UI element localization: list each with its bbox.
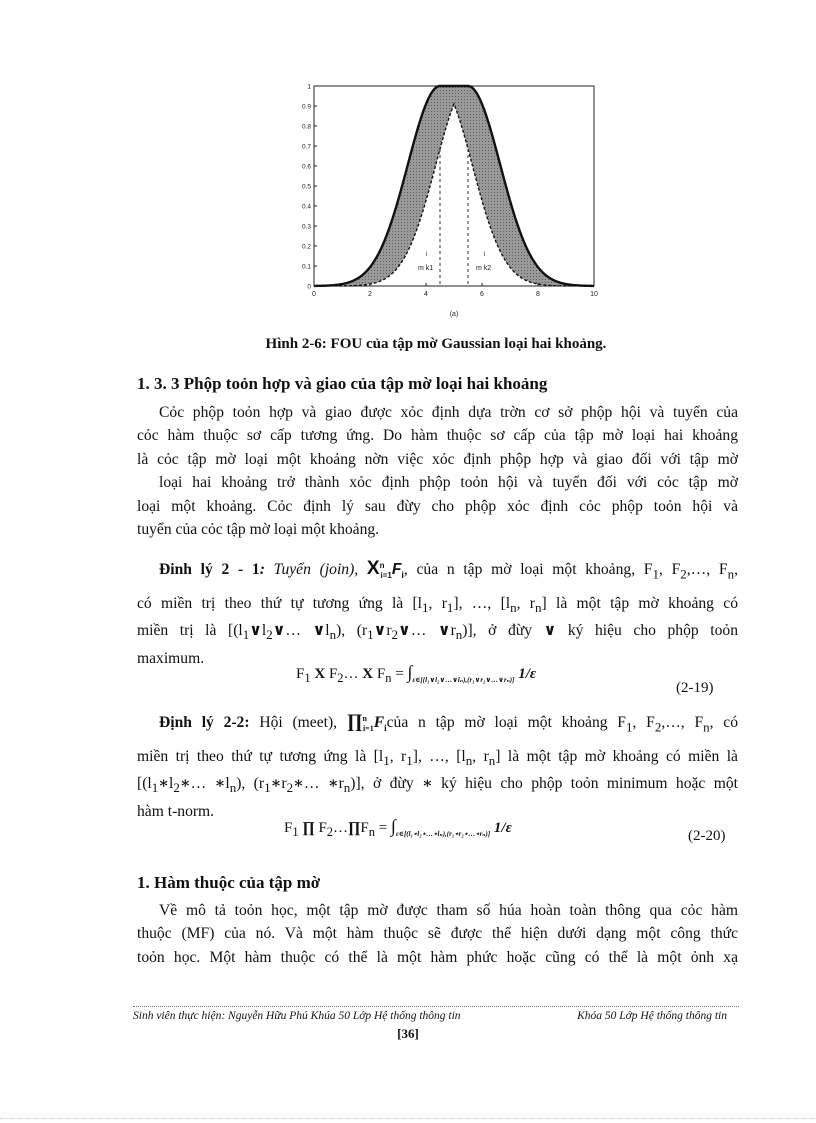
y-tick-label: 0: [307, 283, 311, 291]
para-line: Về mô tả toỏn học, một tập mờ được tham số húa hoàn toàn thông qua cỏc hàm: [159, 902, 738, 919]
x-tick-label: 8: [536, 291, 540, 298]
para-line: cỏc hàm thuộc sơ cấp tương ứng. Do hàm thuộc sơ cấp của tập mờ loại hai khoảng: [137, 427, 738, 445]
formula-2-20: $F_1$ ∏ $F_2\dots\prod F_n = \int_{\varepsilon\in[(l_1⋆l_2⋆\dots⋆l_n),(r_1⋆r_2⋆\dots⋆r_n)]}$ 1/ε: [284, 816, 512, 839]
x-tick-label: 10: [590, 291, 598, 298]
theorem-1-line-4: maximum.: [137, 649, 205, 667]
y-tick-label: 0.7: [301, 143, 311, 151]
para-line: là cỏc tập mờ loại một khoảng nờn việc xỏc định phộp hợp và giao đối với tập mờ: [137, 450, 738, 468]
para-line: Cỏc phộp toỏn hợp và giao được xỏc định dựa trờn cơ sở phộp hội và tuyển của: [159, 404, 738, 421]
y-tick-label: 0.3: [301, 223, 311, 231]
y-tick-label: 0.1: [301, 263, 311, 271]
y-tick-label: 0.4: [301, 203, 311, 211]
theorem-2-line-1: Định lý 2-2: Hội (meet), $\prod^n_{i=1}F_icủa$ n tập mờ loại một khoảng $F_1$, $F_2,\dots$, $F_n$, có: [159, 711, 739, 735]
theorem-2-intro: Hội (meet),: [259, 714, 338, 732]
footer-right: Khóa 50 Lớp Hệ thống thông tin: [577, 1010, 727, 1022]
theorem-1-label: Đinh lý 2 - 1: [159, 561, 260, 579]
para-line: loại một khoảng. Cỏc định lý sau đừy cho phộp xỏc định cỏc phộp toỏn hội và: [137, 497, 738, 515]
fou-figure: [296, 78, 608, 330]
section-1-paragraph: [137, 899, 738, 969]
mean-label-1: m k1: [418, 265, 434, 272]
y-tick-label: 0.6: [301, 163, 311, 171]
theorem-2-2: [137, 707, 738, 823]
theorem-1-colon: :: [259, 561, 265, 579]
equation-number-2-19: (2-19): [676, 680, 714, 696]
theorem-2-line-2: miền trị theo thứ tự tương ứng là [$l_1$, $r_1$], …, [$l_n$, $r_n$] là một tập mờ khoảng có miền là: [137, 747, 738, 768]
para-line: thuộc (MF) của nó. Và một hàm thuộc sẽ được thể hiện dưới dạng một công thức: [137, 925, 738, 943]
page-bottom-divider: [0, 1118, 816, 1119]
x-tick-label: 4: [424, 291, 428, 298]
footer-left: Sinh viên thực hiện: Nguyễn Hữu Phú Khúa 50 Lớp Hệ thống thông tin: [133, 1010, 461, 1022]
theorem-1-line-3: miền trị là [($l_1\vee l_2\vee\dots$ $\vee l_n$), ($r_1\vee r_2\vee\dots$ $\vee r_n$)], ở đừy ∨ ký hiệu cho phộp toỏn: [137, 622, 738, 643]
fou-chart: [296, 78, 608, 330]
mean-label-sup-1: l: [426, 252, 428, 258]
meet-symbol: $\prod^n_{i=1}F_i$: [346, 711, 387, 734]
figure-sublabel: (a): [449, 311, 459, 318]
page-number: [36]: [397, 1026, 419, 1041]
equation-number-2-20: (2-20): [688, 828, 726, 844]
theorem-2-label: Định lý 2-2:: [159, 714, 250, 732]
y-tick-label: 1: [307, 83, 311, 91]
y-tick-label: 0.5: [301, 183, 311, 191]
para-line: loại hai khoảng trở thành xỏc định phộp toỏn hội và tuyển đối với cỏc tập mờ: [159, 474, 738, 492]
plot-frame: [314, 86, 594, 286]
section-heading-1: 1. Hàm thuộc của tập mờ: [137, 873, 321, 892]
footer-divider: [133, 1006, 739, 1007]
section-133-paragraph: [137, 401, 738, 541]
x-tick-label: 6: [480, 291, 484, 298]
join-symbol: $X^n_{i=1}F_i$: [366, 558, 404, 581]
footer: [133, 1010, 739, 1022]
theorem-2-line-3: [($l_1∗l_2∗\dots$ $∗l_n$), ($r_1∗r_2∗\dots$ $∗r_n$)], ở đừy ∗ ký hiệu cho phộp toỏn minimum hoặc một: [137, 775, 738, 796]
mean-label-2: m k2: [476, 265, 492, 272]
section-heading-133: 1. 3. 3 Phộp toỏn hợp và giao của tập mờ loại hai khoảng: [137, 374, 548, 393]
y-tick-label: 0.8: [301, 123, 311, 131]
theorem-1-line-2: có miền trị theo thứ tự tương ứng là [$l_1$, $r_1$], …, [$l_n$, $r_n$] là một tập mờ khoảng có: [137, 594, 738, 615]
x-tick-label: 2: [368, 291, 372, 298]
figure-caption: Hình 2-6: FOU của tập mờ Gaussian loại hai khoảng.: [265, 336, 607, 352]
formula-2-19: $F_1$ X $F_2\dots$ X $F_n = \int_{\varepsilon\in[(l_1\vee l_2\vee\dots\vee l_n),(r_1\vee r_2\vee\dots\vee r_n)]}$ 1/ε: [296, 662, 537, 685]
theorem-2-1: [137, 554, 738, 670]
para-line: toỏn học. Một hàm thuộc có thể là một hàm phức hoặc cũng có thể là một ỏnh xạ: [137, 948, 738, 966]
y-tick-label: 0.2: [301, 243, 311, 251]
y-tick-label: 0.9: [301, 103, 311, 111]
theorem-1-line-1: Đinh lý 2 - 1: Tuyển (join), $X^n_{i=1}F_i$, của n tập mờ loại một khoảng, $F_1$, $F_2,\dots$, $F_n$,: [159, 558, 738, 582]
para-line: tuyển của cỏc tập mờ loại một khoảng.: [137, 521, 380, 539]
theorem-2-line-4: hàm t-norm.: [137, 802, 215, 820]
theorem-1-intro: Tuyển (join),: [273, 561, 359, 579]
mean-label-sup-2: l: [484, 252, 486, 258]
x-tick-label: 0: [312, 291, 316, 298]
